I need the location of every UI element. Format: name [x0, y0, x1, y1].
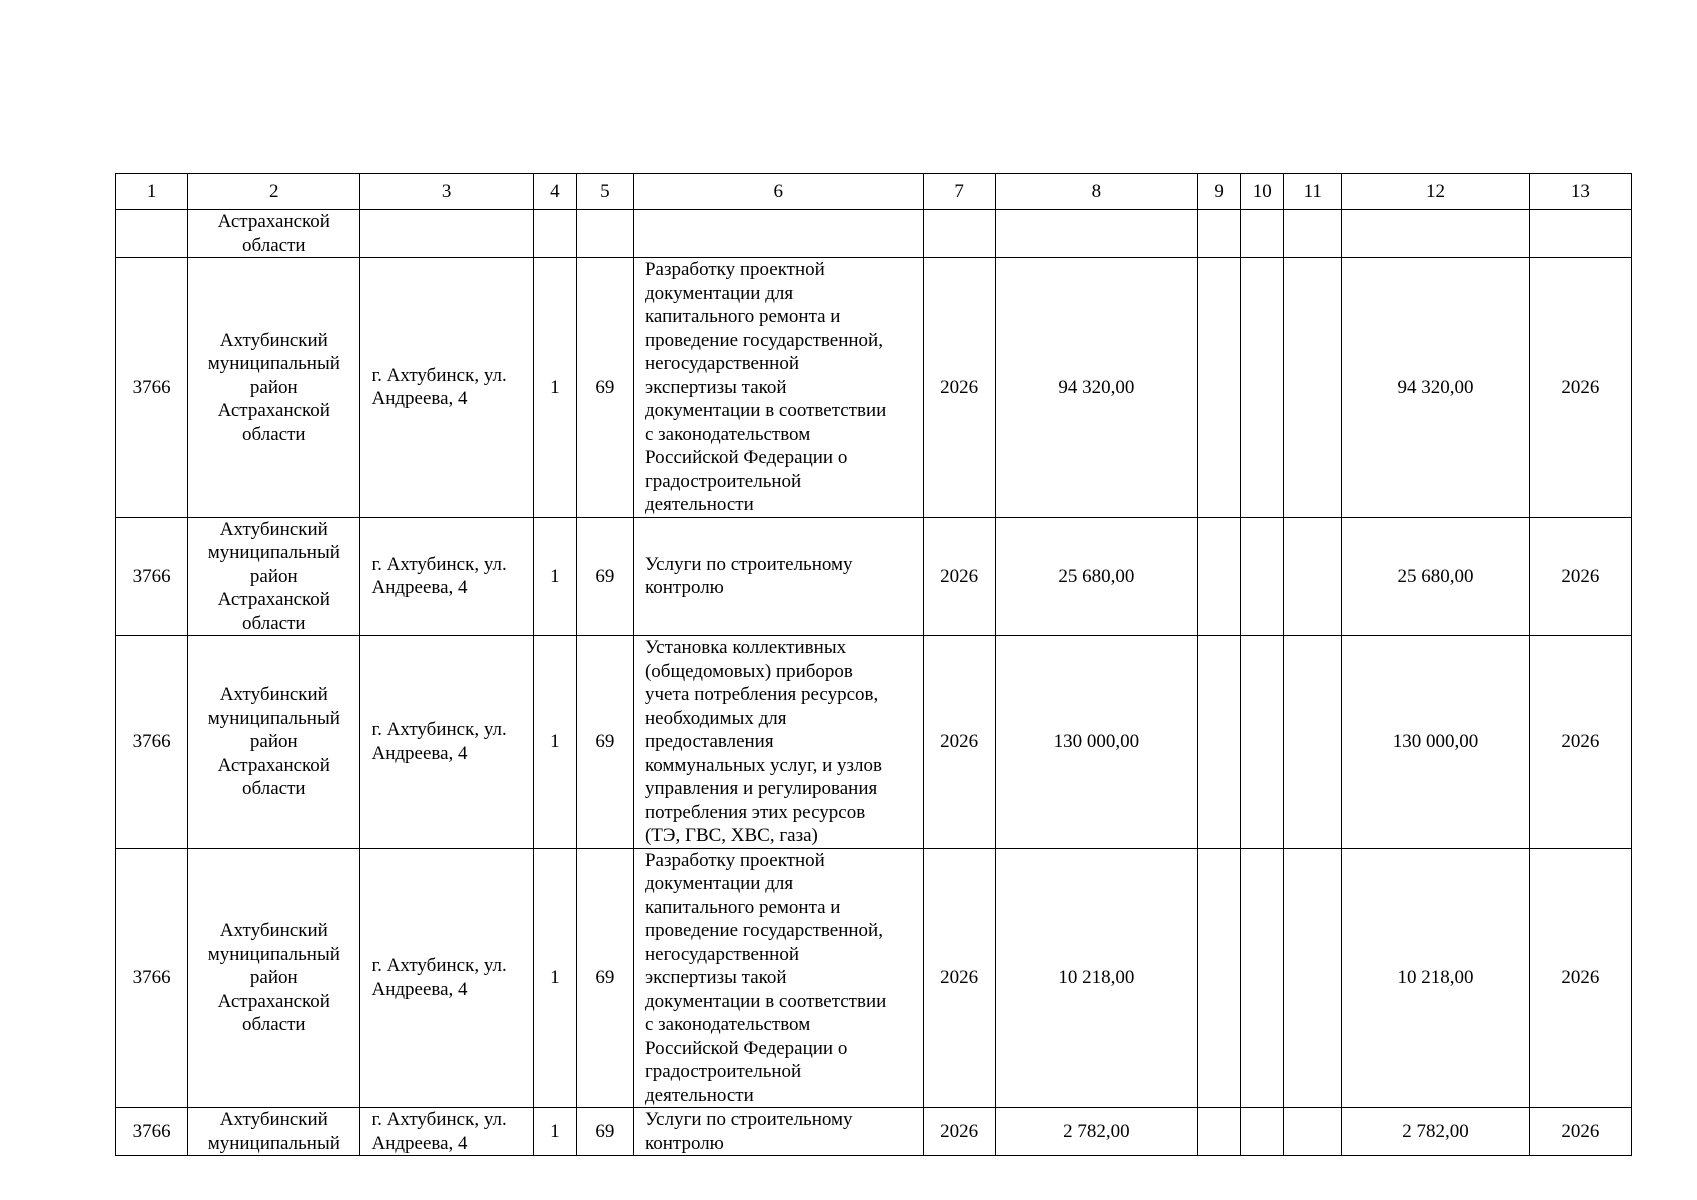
- column-number-row: [116, 174, 1632, 210]
- cell-line: район: [249, 376, 298, 398]
- cell-line: муниципальный: [207, 1132, 340, 1154]
- col11-cell: [1284, 258, 1342, 518]
- cell-line: документации для: [644, 873, 794, 894]
- col4-cell: 1: [533, 258, 576, 518]
- cell-line: район: [249, 731, 298, 752]
- column-number: 13: [1529, 174, 1631, 210]
- table-cell: [1342, 210, 1529, 258]
- table-row: [116, 517, 1632, 636]
- cell-line: проведение государственной,: [644, 329, 883, 351]
- table-row: [116, 848, 1632, 1108]
- total-cost-cell: 130 000,00: [1342, 636, 1529, 849]
- table-row: [116, 258, 1632, 518]
- table-row: [116, 1108, 1632, 1156]
- cell-line: предоставления: [644, 731, 774, 752]
- cell-line: документации в соответствии: [644, 400, 887, 421]
- cost-cell: 2 782,00: [995, 1108, 1197, 1156]
- cell-line: необходимых для: [644, 707, 787, 729]
- cell-line: документации в соответствии: [644, 990, 887, 1012]
- table-body: [116, 258, 1632, 1156]
- column-number: 9: [1198, 174, 1241, 210]
- cell-line: муниципальный: [207, 707, 340, 729]
- address-cell: [360, 848, 533, 1108]
- cell-line: контролю: [644, 1132, 724, 1154]
- cell-line: с законодательством: [644, 1014, 811, 1035]
- work-type-cell: [633, 517, 923, 636]
- col9-cell: [1198, 1108, 1241, 1156]
- object-id-cell: 3766: [116, 1108, 188, 1156]
- cell-line: коммунальных услуг, и узлов: [644, 754, 882, 776]
- cell-line: муниципальный: [207, 542, 340, 563]
- col5-cell: 69: [576, 517, 633, 636]
- col11-cell: [1284, 1108, 1342, 1156]
- year-cell: 2026: [923, 848, 995, 1108]
- total-cost-cell: 25 680,00: [1342, 517, 1529, 636]
- cell-line: негосударственной: [644, 943, 799, 965]
- cell-line: муниципальный: [207, 943, 340, 965]
- column-number: 6: [633, 174, 923, 210]
- cell-line: градостроительной: [644, 470, 802, 492]
- col9-cell: [1198, 258, 1241, 518]
- col5-cell: 69: [576, 848, 633, 1108]
- continuation-row: [116, 210, 1632, 258]
- cell-line: Российской Федерации о: [644, 447, 848, 468]
- col11-cell: [1284, 848, 1342, 1108]
- col4-cell: 1: [533, 848, 576, 1108]
- table-cell: [360, 210, 533, 258]
- table-row: [116, 636, 1632, 849]
- cell-line: экспертизы такой: [644, 376, 787, 398]
- column-number: 3: [360, 174, 533, 210]
- cell-line: деятельности: [644, 1084, 754, 1106]
- table-cell: [1284, 210, 1342, 258]
- work-type-cell: [633, 258, 923, 518]
- col5-cell: 69: [576, 258, 633, 518]
- col4-cell: 1: [533, 636, 576, 849]
- total-cost-cell: 2 782,00: [1342, 1108, 1529, 1156]
- column-number: 8: [995, 174, 1197, 210]
- work-type-cell: [633, 636, 923, 849]
- cost-cell: 130 000,00: [995, 636, 1197, 849]
- cell-line: градостроительной: [644, 1061, 802, 1082]
- cell-line: Астраханской: [217, 589, 330, 610]
- cell-line: области: [242, 1014, 306, 1035]
- cost-cell: 94 320,00: [995, 258, 1197, 518]
- table-cell: [1529, 210, 1631, 258]
- col9-cell: [1198, 517, 1241, 636]
- completion-year-cell: 2026: [1529, 258, 1631, 518]
- cost-cell: 25 680,00: [995, 517, 1197, 636]
- cell-line: проведение государственной,: [644, 920, 883, 941]
- municipality-cell: [188, 636, 360, 849]
- object-id-cell: 3766: [116, 517, 188, 636]
- cell-line: (общедомовых) приборов: [644, 660, 853, 682]
- cell-line: негосударственной: [644, 353, 799, 374]
- table-cell: [1198, 210, 1241, 258]
- cell-line: документации для: [644, 282, 794, 304]
- address-cell: [360, 517, 533, 636]
- column-number: 4: [533, 174, 576, 210]
- column-number: 5: [576, 174, 633, 210]
- table-cell: [633, 210, 923, 258]
- object-id-cell: 3766: [116, 636, 188, 849]
- object-id-cell: 3766: [116, 848, 188, 1108]
- data-table: [115, 173, 1632, 1156]
- cell-line: Услуги по строительному: [644, 1109, 853, 1130]
- address-cell: [360, 258, 533, 518]
- address-cell: [360, 636, 533, 849]
- cell-line: Андреева, 4: [371, 388, 468, 410]
- col10-cell: [1241, 1108, 1284, 1156]
- municipality-cell: [188, 258, 360, 518]
- cell-line: Российской Федерации о: [644, 1037, 848, 1059]
- column-number: 10: [1241, 174, 1284, 210]
- cell-line: г. Ахтубинск, ул.: [371, 1109, 507, 1130]
- cell-line: экспертизы такой: [644, 967, 787, 988]
- column-number: 7: [923, 174, 995, 210]
- cell-line: капитального ремонта и: [644, 306, 841, 327]
- cell-line: Ахтубинский: [219, 518, 328, 540]
- cell-line: области: [242, 612, 306, 634]
- total-cost-cell: 94 320,00: [1342, 258, 1529, 518]
- col10-cell: [1241, 848, 1284, 1108]
- cell-line: г. Ахтубинск, ул.: [371, 955, 507, 977]
- col10-cell: [1241, 636, 1284, 849]
- cell-line: Андреева, 4: [371, 978, 468, 1000]
- municipality-cell: [188, 848, 360, 1108]
- municipality-cell: [188, 1108, 360, 1156]
- col5-cell: 69: [576, 636, 633, 849]
- cell-line: с законодательством: [644, 423, 811, 445]
- col4-cell: 1: [533, 517, 576, 636]
- year-cell: 2026: [923, 636, 995, 849]
- work-type-cell: [633, 848, 923, 1108]
- table-cell: [576, 210, 633, 258]
- completion-year-cell: 2026: [1529, 517, 1631, 636]
- cell-line: (ТЭ, ГВС, ХВС, газа): [644, 825, 818, 846]
- col10-cell: [1241, 258, 1284, 518]
- cell-line: район: [249, 565, 298, 587]
- cell-line: Установка коллективных: [644, 637, 847, 658]
- cell-line: Разработку проектной: [644, 849, 825, 871]
- cell-line: деятельности: [644, 494, 754, 515]
- col5-cell: 69: [576, 1108, 633, 1156]
- cell-line: учета потребления ресурсов,: [644, 684, 879, 705]
- table-cell: [923, 210, 995, 258]
- cell-line: контролю: [644, 577, 724, 599]
- cost-cell: 10 218,00: [995, 848, 1197, 1108]
- cell-line: Андреева, 4: [371, 577, 468, 599]
- col9-cell: [1198, 848, 1241, 1108]
- column-number: 1: [116, 174, 188, 210]
- col9-cell: [1198, 636, 1241, 849]
- table-cell: [533, 210, 576, 258]
- address-cell: [360, 1108, 533, 1156]
- column-number: 2: [188, 174, 360, 210]
- cell-line: Услуги по строительному: [644, 553, 853, 575]
- column-number: 12: [1342, 174, 1529, 210]
- cell-line: Андреева, 4: [371, 742, 468, 764]
- table-cell: [995, 210, 1197, 258]
- completion-year-cell: 2026: [1529, 848, 1631, 1108]
- completion-year-cell: 2026: [1529, 636, 1631, 849]
- cell-line: области: [242, 423, 306, 445]
- col10-cell: [1241, 517, 1284, 636]
- object-id-cell: 3766: [116, 258, 188, 518]
- cell-line: Ахтубинский: [219, 684, 328, 705]
- work-type-cell: [633, 1108, 923, 1156]
- cell-line: Ахтубинский: [219, 920, 328, 941]
- completion-year-cell: 2026: [1529, 1108, 1631, 1156]
- table-cell: [116, 210, 188, 258]
- cell-line: Астраханской: [217, 990, 330, 1012]
- table-cell: [1241, 210, 1284, 258]
- year-cell: 2026: [923, 258, 995, 518]
- cell-line: Ахтубинский: [219, 329, 328, 351]
- column-number: 11: [1284, 174, 1342, 210]
- total-cost-cell: 10 218,00: [1342, 848, 1529, 1108]
- cell-line: г. Ахтубинск, ул.: [371, 553, 507, 575]
- cell-line: области: [242, 778, 306, 799]
- cell-line: Астраханской: [217, 754, 330, 776]
- cell-line: Разработку проектной: [644, 259, 825, 280]
- cell-line: Андреева, 4: [371, 1132, 468, 1154]
- cell-line: капитального ремонта и: [644, 896, 841, 918]
- cell-line: потребления этих ресурсов: [644, 801, 866, 823]
- year-cell: 2026: [923, 1108, 995, 1156]
- table-cell: Астраханской области: [188, 210, 360, 258]
- cell-line: г. Ахтубинск, ул.: [371, 364, 507, 386]
- cell-line: г. Ахтубинск, ул.: [371, 719, 507, 741]
- col4-cell: 1: [533, 1108, 576, 1156]
- cell-line: муниципальный: [207, 353, 340, 374]
- cell-line: район: [249, 967, 298, 988]
- col11-cell: [1284, 517, 1342, 636]
- year-cell: 2026: [923, 517, 995, 636]
- col11-cell: [1284, 636, 1342, 849]
- cell-line: Астраханской: [217, 400, 330, 421]
- municipality-cell: [188, 517, 360, 636]
- cell-line: управления и регулирования: [644, 778, 878, 799]
- cell-line: Ахтубинский: [219, 1109, 328, 1130]
